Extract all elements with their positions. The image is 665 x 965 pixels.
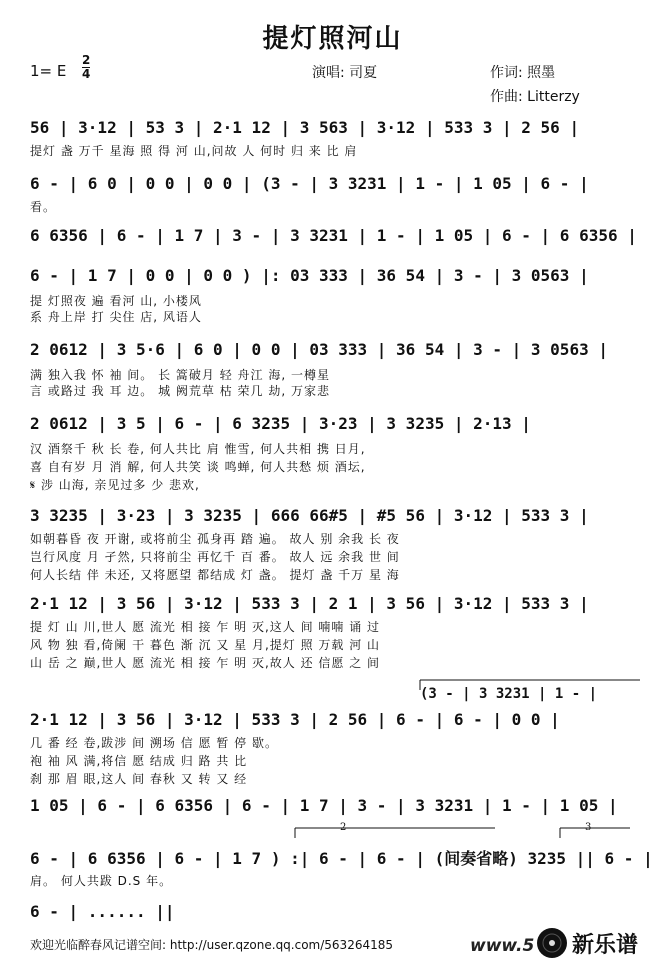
notation-row-8: 2·1 12 | 3 56 | 3·12 | 533 3 | 2 1 | 3 56 | 3·12 | 533 3 | xyxy=(30,594,589,613)
lyric-row-5-1: 满 独入我 怀 袖 间。 长 篙破月 轻 舟江 海, 一樽星 xyxy=(30,368,330,382)
time-top: 2 xyxy=(82,53,91,67)
lyric-row-8-2: 风 物 独 看,倚阑 干 暮色 渐 沉 又 星 月,提灯 照 万载 河 山 xyxy=(30,638,381,652)
watermark: www.5 xyxy=(470,936,535,956)
lyric-row-1-1: 提灯 盏 万千 星海 照 得 河 山,问故 人 何时 归 来 比 肩 xyxy=(30,144,358,158)
singer: 演唱: 司夏 xyxy=(312,65,378,81)
lyric-row-4-2: 系 舟上岸 打 尖住 店, 风语人 xyxy=(30,310,202,324)
lyric-row-11-1: 肩。 何人共跋 D.S 年。 xyxy=(30,874,173,888)
lyric-row-9-1: 几 番 经 卷,跋涉 间 溯场 信 愿 暂 停 歇。 xyxy=(30,736,278,750)
lyric-row-7-2: 岂行风度 月 孑然, 只将前尘 再忆千 百 番。 故人 远 余我 世 间 xyxy=(30,550,400,564)
lyric-row-2-1: 看。 xyxy=(30,200,57,214)
lyric-row-7-1: 如朝暮昏 夜 开谢, 或将前尘 孤身再 踏 遍。 故人 别 余我 长 夜 xyxy=(30,532,400,546)
vinyl-record-icon xyxy=(535,926,569,960)
lyric-row-6-2: 喜 自有岁 月 消 解, 何人共笑 谈 鸣蝉, 何人共愁 烦 酒坛, xyxy=(30,460,366,474)
notation-row-9: 2·1 12 | 3 56 | 3·12 | 533 3 | 2 56 | 6 - | 6 - | 0 0 | xyxy=(30,710,560,729)
notation-row-2: 6 - | 6 0 | 0 0 | 0 0 | (3 - | 3 3231 | 1 - | 1 05 | 6 - | xyxy=(30,174,589,193)
lyricist: 作词: 照墨 xyxy=(490,65,556,81)
notation-row-5: 2 0612 | 3 5·6 | 6 0 | 0 0 | 03 333 | 36 54 | 3 - | 3 0563 | xyxy=(30,340,608,359)
key-signature: 1= E xyxy=(30,62,67,80)
notation-row-4: 6 - | 1 7 | 0 0 | 0 0 ) |: 03 333 | 36 54 | 3 - | 3 0563 | xyxy=(30,266,589,285)
lyric-row-7-3: 何人长结 伴 未还, 又将愿望 都结成 灯 盏。 提灯 盏 千万 星 海 xyxy=(30,568,400,582)
lyric-row-8-1: 提 灯 山 川,世人 愿 流光 相 接 乍 明 灭,这人 间 喃喃 诵 过 xyxy=(30,620,381,634)
song-title: 提灯照河山 xyxy=(262,24,403,54)
brand-logo: 新乐谱 xyxy=(572,933,639,958)
lyric-row-6-1: 汉 酒祭千 秋 长 卷, 何人共比 肩 惟雪, 何人共相 携 日月, xyxy=(30,442,366,456)
intro-repeat: (3 - | 3 3231 | 1 - | xyxy=(420,686,598,702)
notation-row-7: 3 3235 | 3·23 | 3 3235 | 666 66#5 | #5 56 | 3·12 | 533 3 | xyxy=(30,506,589,525)
lyric-row-6-3: 𝄋 涉 山海, 亲见过多 少 悲欢, xyxy=(30,478,200,492)
notation-row-12: 6 - | ...... || xyxy=(30,902,175,921)
lyric-row-5-2: 言 或路过 我 耳 边。 城 阙荒草 枯 荣几 劫, 万家悲 xyxy=(30,384,330,398)
footer-text: 欢迎光临醉春风记谱空间: http://user.qzone.qq.com/563264185 xyxy=(30,938,394,952)
volta-3: 3 xyxy=(585,822,592,833)
notation-row-10: 1 05 | 6 - | 6 6356 | 6 - | 1 7 | 3 - | 3 3231 | 1 - | 1 05 | xyxy=(30,796,618,815)
lyric-row-4-1: 提 灯照夜 遍 看河 山, 小楼风 xyxy=(30,294,202,308)
notation-row-6: 2 0612 | 3 5 | 6 - | 6 3235 | 3·23 | 3 3235 | 2·13 | xyxy=(30,414,531,433)
lyric-row-8-3: 山 岳 之 巅,世人 愿 流光 相 接 乍 明 灭,故人 还 信愿 之 间 xyxy=(30,656,381,670)
notation-row-1: 56 | 3·12 | 53 3 | 2·1 12 | 3 563 | 3·12 | 533 3 | 2 56 | xyxy=(30,118,580,137)
lyric-row-9-2: 袍 袖 风 满,将信 愿 结成 归 路 共 比 xyxy=(30,754,248,768)
time-bottom: 4 xyxy=(82,67,91,81)
composer: 作曲: Litterzy xyxy=(490,89,580,105)
lyric-row-9-3: 刹 那 眉 眼,这人 间 春秋 又 转 又 经 xyxy=(30,772,248,786)
volta-2: 2 xyxy=(340,822,347,833)
notation-row-11: 6 - | 6 6356 | 6 - | 1 7 ) :| 6 - | 6 - | (间奏省略) 3235 || 6 - | xyxy=(30,849,653,868)
notation-row-3: 6 6356 | 6 - | 1 7 | 3 - | 3 3231 | 1 - | 1 05 | 6 - | 6 6356 | xyxy=(30,226,637,245)
